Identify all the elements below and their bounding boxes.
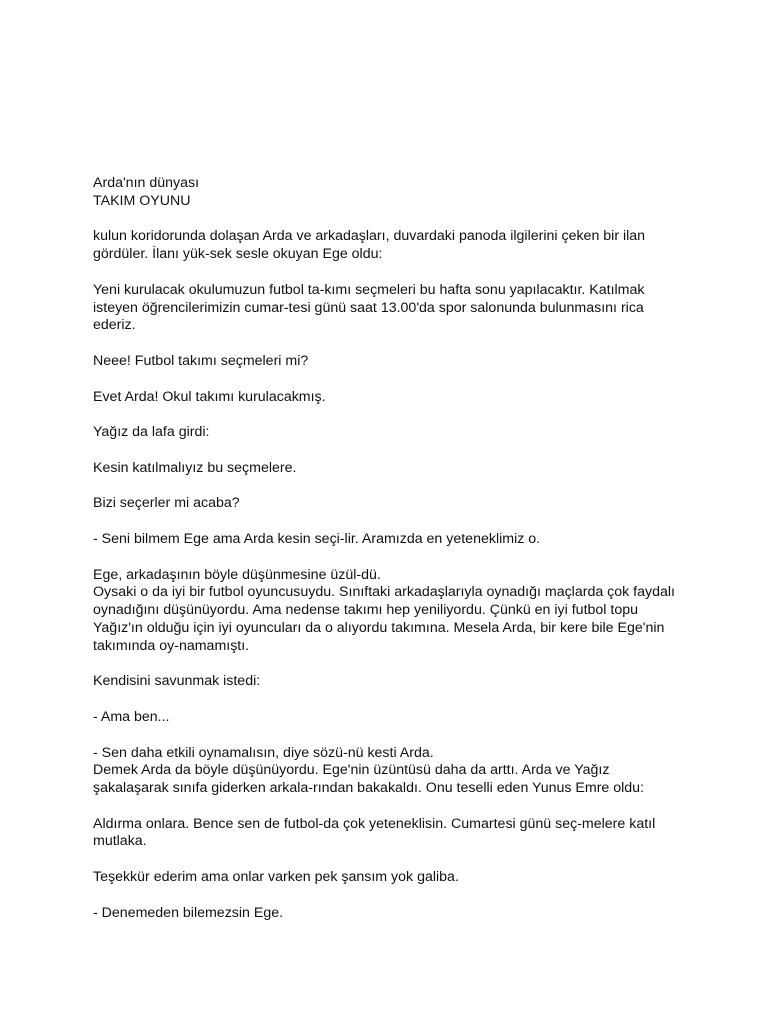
paragraph-line: Teşekkür ederim ama onlar varken pek şansım yok galiba. [93, 869, 459, 886]
paragraph-line: Bizi seçerler mi acaba? [93, 495, 240, 512]
paragraph-line: Neee! Futbol takımı seçmeleri mi? [93, 352, 309, 369]
paragraph-line: - Seni bilmem Ege ama Arda kesin seçi-lir. Aramızda en yeteneklimiz o. [93, 530, 541, 547]
paragraph-spacer [93, 727, 693, 745]
paragraph-line: Yağız'ın olduğu için iyi oyuncuları da o alıyordu takımına. Mesela Arda, bir kere bile Ege'nin [93, 619, 665, 636]
paragraph-line: Kendisini savunmak istedi: [93, 673, 261, 690]
paragraph-line: oynadığını düşünüyordu. Ama nedense takımı hep yeniliyordu. Çünkü en iyi futbol topu [93, 602, 638, 619]
story-title: TAKIM OYUNU [93, 192, 191, 209]
paragraph-spacer [93, 656, 693, 674]
paragraph-line: Ege, arkadaşının böyle düşünmesine üzül-dü. [93, 566, 381, 583]
paragraph-spacer [93, 335, 693, 353]
paragraph-spacer [93, 406, 693, 424]
paragraph [93, 816, 693, 852]
paragraph-list [93, 211, 693, 923]
paragraph-line: Aldırma onlara. Bence sen de futbol-da çok yeteneklisin. Cumartesi günü seç-melere katıl [93, 815, 656, 832]
paragraph [93, 905, 693, 923]
paragraph-spacer [93, 513, 693, 531]
paragraph-spacer [93, 798, 693, 816]
paragraph [93, 673, 693, 691]
paragraph-spacer [93, 442, 693, 460]
paragraph-line: Yağız da lafa girdi: [93, 424, 210, 441]
paragraph [93, 389, 693, 407]
paragraph-spacer [93, 887, 693, 905]
paragraph [93, 424, 693, 442]
paragraph-line: Kesin katılmalıyız bu seçmelere. [93, 459, 297, 476]
paragraph [93, 567, 693, 656]
paragraph-line: - Sen daha etkili oynamalısın, diye sözü-nü kesti Arda. [93, 744, 434, 761]
paragraph [93, 745, 693, 798]
paragraph-spacer [93, 211, 693, 229]
paragraph [93, 709, 693, 727]
paragraph-spacer [93, 478, 693, 496]
paragraph-line: isteyen öğrencilerimizin cumar-tesi günü saat 13.00'da spor salonunda bulunmasını rica [93, 299, 644, 316]
paragraph-line: mutlaka. [93, 833, 147, 850]
paragraph-line: ederiz. [93, 317, 136, 334]
paragraph-spacer [93, 851, 693, 869]
paragraph-spacer [93, 371, 693, 389]
paragraph-spacer [93, 549, 693, 567]
paragraph [93, 531, 693, 549]
paragraph-line: - Denemeden bilemezsin Ege. [93, 904, 284, 921]
document-body [93, 175, 693, 922]
paragraph-line: Oysaki o da iyi bir futbol oyuncusuydu. Sınıftaki arkadaşlarıyla oynadığı maçlarda çok faydalı [93, 584, 675, 601]
paragraph-line: Yeni kurulacak okulumuzun futbol ta-kımı seçmeleri bu hafta sonu yapılacaktır. Katılmak [93, 281, 645, 298]
paragraph [93, 228, 693, 264]
paragraph-spacer [93, 264, 693, 282]
paragraph-line: Demek Arda da böyle düşünüyordu. Ege'nin üzüntüsü daha da arttı. Arda ve Yağız [93, 762, 610, 779]
paragraph-line: şakalaşarak sınıfa giderken arkala-rından bakakaldı. Onu teselli eden Yunus Emre oldu: [93, 780, 645, 797]
paragraph [93, 353, 693, 371]
paragraph [93, 460, 693, 478]
paragraph-line: kulun koridorunda dolaşan Arda ve arkadaşları, duvardaki panoda ilgilerini çeken bir ilan [93, 228, 646, 245]
paragraph [93, 282, 693, 335]
paragraph [93, 869, 693, 887]
paragraph-spacer [93, 691, 693, 709]
paragraph-line: gördüler. İlanı yük-sek sesle okuyan Ege oldu: [93, 246, 383, 263]
paragraph-line: - Ama ben... [93, 708, 170, 725]
series-title: Arda'nın dünyası [93, 175, 200, 191]
paragraph-line: takımında oy-namamıştı. [93, 637, 250, 654]
paragraph [93, 495, 693, 513]
paragraph-line: Evet Arda! Okul takımı kurulacakmış. [93, 388, 326, 405]
